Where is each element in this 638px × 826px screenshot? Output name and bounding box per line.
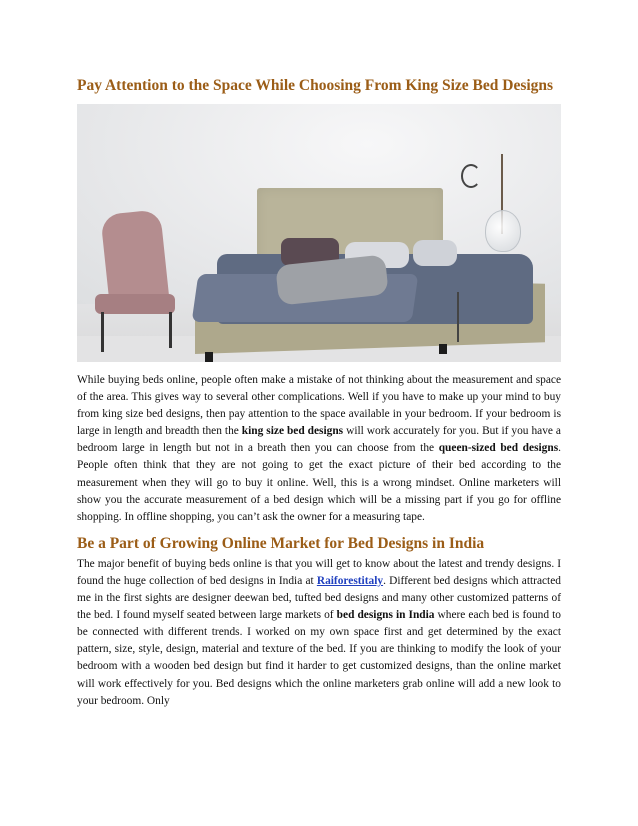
text: While buying beds online, people often make a mistake of not thinking about the measurement and space of the area. This gives way to several other complications. Well if you have to make up your mind to buy from king size bed designs, then pay attention to the space available in your bedroom. If your bedroom is large in length and breadth then the	[77, 374, 561, 438]
text: . People often think that they are not going to get the exact picture of their bed according to the measurement when they will go to buy it online. Well, this is a wrong mindset. Online marketers will show you the accurate measurement of a bed design which will be a missing part if you go for offline shopping. In offline shopping, you can’t ask the owner for a measuring tape.	[77, 442, 561, 523]
bold-text: king size bed designs	[241, 425, 344, 438]
chair-seat	[95, 294, 175, 314]
text: . Different bed designs which attracted me in the first sights are designer deewan bed, tufted bed designs and many other customized patterns of the bed. I found myself seated between large markets of	[77, 574, 561, 622]
paragraph-space	[77, 372, 561, 526]
bold-text: bed designs in India	[336, 609, 435, 622]
bed-leg	[205, 352, 213, 362]
chair-leg	[101, 312, 104, 352]
wall-hook	[461, 164, 481, 188]
text: will work accurately for you. But if you have a bedroom large in length but not in a breath then you can choose from the	[77, 425, 561, 455]
side-stand	[457, 292, 459, 342]
pendant-lamp	[485, 210, 521, 252]
paragraph-online-market	[77, 556, 561, 710]
article	[77, 76, 561, 710]
pillow	[413, 240, 457, 266]
section-heading: Be a Part of Growing Online Market for Bed Designs in India	[77, 534, 485, 552]
text: where each bed is found to be connected with different trends. I worked on my own space first and get determined by the exact pattern, size, style, design, material and texture of the bed. If you are thinking to modify the look of your bedroom with a wooden bed design but find it harder to get customized designs, than the online market will work effectively for you. Bed designs which the online marketers grab online will add a new look to your bedroom. Only	[77, 609, 561, 707]
article-title: Pay Attention to the Space While Choosing From King Size Bed Designs	[77, 77, 554, 94]
bed-photo	[77, 104, 561, 362]
bold-text: queen-sized bed designs	[438, 442, 559, 455]
chair-leg	[169, 312, 172, 348]
text: The major benefit of buying beds online is that you will get to know about the latest and trendy designs. I found the huge collection of bed designs in India at	[77, 557, 561, 587]
bed-leg	[439, 344, 447, 354]
raiforestitaly-link[interactable]: Raiforestitaly	[316, 574, 384, 587]
